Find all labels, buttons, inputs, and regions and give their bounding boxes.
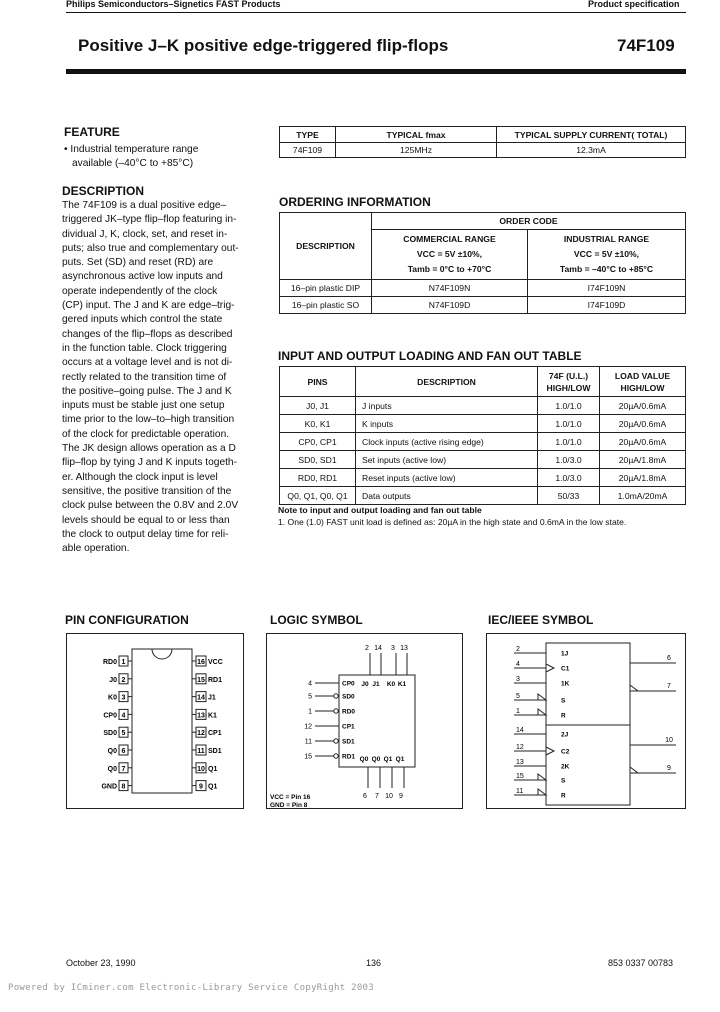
type-header: TYPE — [280, 127, 336, 143]
pin-name: Q0 — [107, 748, 117, 755]
iec-label: R — [561, 792, 566, 800]
pin-number: 11 — [516, 788, 524, 795]
pin-name: Q0 — [107, 765, 117, 773]
pin-number: 2 — [516, 646, 520, 653]
row-description: Set inputs (active low) — [356, 451, 538, 469]
order-row-industrial: I74F109N — [528, 280, 686, 297]
description-heading: DESCRIPTION — [62, 184, 145, 198]
pin-number: 13 — [400, 645, 408, 652]
pin-name: SD0 — [103, 730, 117, 738]
pin-number: 14 — [197, 694, 205, 702]
company-name: Philips Semiconductors–Signetics FAST Products — [66, 0, 281, 9]
header-rule-thick — [66, 69, 686, 74]
inversion-bubble — [334, 694, 338, 698]
type-table — [279, 126, 686, 158]
row-pins: K0, K1 — [280, 415, 356, 433]
pin-number: 13 — [197, 712, 205, 720]
row-ul: 50/33 — [538, 487, 600, 505]
active-low-indicator — [538, 789, 546, 795]
pin-number: 4 — [516, 661, 520, 668]
pin-label: SD1 — [342, 738, 355, 746]
active-low-indicator — [538, 694, 546, 700]
loading-row — [280, 451, 686, 469]
pin-number: 4 — [121, 712, 126, 720]
gnd-note: GND = Pin 8 — [270, 802, 308, 809]
logic-symbol-heading: LOGIC SYMBOL — [270, 613, 363, 627]
row-load: 20µA/1.8mA — [600, 451, 686, 469]
load-description-header: DESCRIPTION — [356, 367, 538, 397]
pin-name: CP1 — [208, 730, 222, 738]
pin-name: CP0 — [103, 712, 117, 720]
pin-label: Q0 — [359, 756, 369, 763]
pin-number: 12 — [304, 723, 312, 731]
pin-number: 1 — [308, 708, 312, 716]
ordering-description-header: DESCRIPTION — [280, 213, 372, 280]
active-low-indicator — [538, 774, 546, 780]
description-line: inputs must be stable just one setup — [62, 400, 225, 412]
order-row-desc: 16–pin plastic SO — [280, 297, 372, 314]
description-line: The JK design allows operation as a D — [62, 443, 236, 455]
row-load: 20µA/0.6mA — [600, 433, 686, 451]
load-value-header: LOAD VALUE HIGH/LOW — [600, 367, 686, 397]
loading-row — [280, 469, 686, 487]
pin-number: 10 — [197, 765, 205, 773]
iec-label: C1 — [561, 665, 570, 673]
loading-row — [280, 415, 686, 433]
description-line: operate independently of the clock — [62, 285, 218, 297]
description-line: occurs at a voltage level and is not di- — [62, 357, 233, 369]
description-line: clock pulse between the 0.8V and 2.0V — [62, 500, 239, 512]
commercial-header: COMMERCIAL RANGE VCC = 5V ±10%, Tamb = 0°C to +70°C — [372, 230, 528, 280]
pin-number: 12 — [197, 730, 205, 738]
iec-label: C2 — [561, 748, 570, 756]
pin-label: Q1 — [395, 756, 405, 763]
pin-number: 3 — [516, 676, 520, 683]
pin-number: 7 — [667, 683, 671, 690]
pin-number: 2 — [365, 645, 369, 652]
note-title: Note to input and output loading and fan out table — [278, 505, 482, 515]
description-line: levels should be equal to or less than — [62, 514, 230, 526]
pin-number: 15 — [197, 676, 205, 684]
clock-triangle — [546, 664, 554, 672]
logic-symbol-diagram — [266, 633, 463, 809]
iec-label: R — [561, 712, 566, 720]
row-description: Data outputs — [356, 487, 538, 505]
pins-header: PINS — [280, 367, 356, 397]
description-line: sensitive, the positive transition of the — [62, 485, 232, 497]
row-ul: 1.0/1.0 — [538, 397, 600, 415]
pin-number: 3 — [121, 694, 126, 702]
description-line: rectly related to the transition time of — [62, 371, 227, 383]
description-line: changes of the flip–flops as described — [62, 328, 233, 340]
description-line: gered inputs which control the state — [62, 314, 223, 326]
description-line: the positive–going pulse. The J and K — [62, 385, 232, 397]
pin-number: 1 — [516, 708, 520, 715]
iec-symbol-heading: IEC/IEEE SYMBOL — [488, 613, 594, 627]
description-line: er. Although the clock input is level — [62, 471, 218, 483]
pin-number: 5 — [308, 693, 312, 701]
row-load: 20µA/0.6mA — [600, 415, 686, 433]
description-line: in the function table. Clock triggering — [62, 342, 227, 354]
pin-label: CP1 — [342, 723, 355, 731]
feature-heading: FEATURE — [64, 125, 120, 139]
pin-name: J0 — [109, 676, 117, 684]
iec-label: S — [561, 697, 566, 705]
pin-number: 15 — [516, 773, 524, 780]
description-line: flip–flop by tying J and K inputs togeth- — [62, 457, 237, 469]
type-cell: 74F109 — [280, 143, 336, 158]
pin-number: 14 — [516, 727, 524, 734]
inverted-output-indicator — [630, 767, 638, 773]
footer-page: 136 — [366, 958, 382, 968]
row-pins: J0, J1 — [280, 397, 356, 415]
description-line: dividual J, K, clock, set, and reset in- — [62, 228, 228, 240]
pin-number: 6 — [363, 793, 367, 800]
fmax-header: TYPICAL fmax — [336, 127, 497, 143]
loading-row — [280, 487, 686, 505]
row-pins: CP0, CP1 — [280, 433, 356, 451]
row-pins: RD0, RD1 — [280, 469, 356, 487]
pin-number: 9 — [399, 793, 403, 800]
header-rule-thin — [66, 12, 686, 13]
row-description: J inputs — [356, 397, 538, 415]
pin-number: 11 — [304, 738, 312, 746]
description-line: puts; also true and complementary out- — [62, 242, 239, 254]
pin-name: SD1 — [208, 748, 222, 755]
pin-number: 16 — [197, 659, 205, 666]
description-line: time prior to the low–to–high transition — [62, 414, 235, 426]
pin-label: K1 — [397, 681, 407, 688]
row-ul: 1.0/3.0 — [538, 451, 600, 469]
order-row-commercial: N74F109D — [372, 297, 528, 314]
pin-label: RD0 — [342, 708, 356, 716]
loading-table — [279, 366, 686, 505]
pin-name: RD1 — [208, 676, 223, 684]
pin-number: 7 — [375, 793, 379, 800]
order-row-industrial: I74F109D — [528, 297, 686, 314]
ic-body — [132, 649, 192, 793]
note-text: 1. One (1.0) FAST unit load is defined as: 20µA in the high state and 0.6mA in the low state. — [278, 517, 627, 527]
pin-name: Q1 — [208, 783, 218, 791]
pin-number: 4 — [308, 680, 312, 688]
pin-number: 6 — [121, 748, 126, 755]
loading-row — [280, 433, 686, 451]
iec-lower-block — [546, 725, 630, 805]
row-load: 20µA/0.6mA — [600, 397, 686, 415]
pin-label: Q0 — [371, 756, 381, 763]
iec-upper-block — [546, 643, 630, 725]
description-line: asynchronous active low inputs and — [62, 271, 223, 283]
pin-number: 1 — [121, 659, 126, 666]
description-line: able operation. — [62, 543, 130, 555]
description-line: The 74F109 is a dual positive edge– — [62, 200, 227, 211]
iec-symbol-diagram — [486, 633, 686, 809]
pin-number: 9 — [667, 765, 671, 772]
industrial-header: INDUSTRIAL RANGE VCC = 5V ±10%, Tamb = –40°C to +85°C — [528, 230, 686, 280]
ul-header: 74F (U.L.) HIGH/LOW — [538, 367, 600, 397]
page-title: Positive J–K positive edge-triggered flip-flops — [78, 36, 449, 55]
pin-label: Q1 — [383, 756, 393, 763]
pin-number: 7 — [121, 765, 126, 773]
clock-triangle — [546, 747, 554, 755]
inversion-bubble — [334, 739, 338, 743]
pin-name: K1 — [208, 712, 217, 720]
vcc-note: VCC = Pin 16 — [270, 794, 311, 801]
feature-bullet: • Industrial temperature range available (–40°C to +85°C) — [64, 144, 199, 170]
row-pins: SD0, SD1 — [280, 451, 356, 469]
row-ul: 1.0/3.0 — [538, 469, 600, 487]
description-line: of the clock for predictable operation. — [62, 428, 230, 440]
pin-number: 3 — [391, 645, 395, 652]
row-load: 1.0mA/20mA — [600, 487, 686, 505]
description-line: (CP) input. The J and K are edge–trig- — [62, 300, 235, 312]
pin-number: 5 — [121, 730, 126, 738]
loading-heading: INPUT AND OUTPUT LOADING AND FAN OUT TABLE — [278, 349, 582, 363]
pin-name: GND — [101, 783, 117, 791]
supply-cell: 12.3mA — [497, 143, 686, 158]
pin-label: J1 — [372, 681, 380, 688]
pin-label: J0 — [361, 681, 369, 688]
row-pins: Q0, Q1, Q0, Q1 — [280, 487, 356, 505]
pin-number: 6 — [667, 655, 671, 662]
pin-label: CP0 — [342, 680, 355, 688]
row-description: Reset inputs (active low) — [356, 469, 538, 487]
pin-number: 5 — [516, 693, 520, 700]
footer-code: 853 0337 00783 — [608, 958, 674, 968]
inversion-bubble — [334, 709, 338, 713]
pin-number: 13 — [516, 759, 524, 766]
active-low-indicator — [538, 709, 546, 715]
pin-name: RD0 — [102, 659, 117, 666]
pin-name: VCC — [208, 659, 223, 666]
bullet-icon: • — [64, 144, 71, 155]
description-text — [62, 199, 272, 556]
inverted-output-indicator — [630, 685, 638, 691]
iec-label: 2K — [561, 763, 570, 771]
footer-date: October 23, 1990 — [66, 958, 136, 968]
inversion-bubble — [334, 754, 338, 758]
pin-name: K0 — [108, 694, 117, 702]
pin-number: 9 — [199, 783, 203, 791]
row-ul: 1.0/1.0 — [538, 415, 600, 433]
description-line: triggered JK–type flip–flop featuring in- — [62, 214, 237, 226]
pin-number: 8 — [121, 783, 126, 791]
row-ul: 1.0/1.0 — [538, 433, 600, 451]
ordering-heading: ORDERING INFORMATION — [279, 195, 431, 209]
ic-notch — [152, 649, 172, 659]
iec-label: 1J — [561, 650, 569, 658]
description-line: puts. Set (SD) and reset (RD) are — [62, 257, 214, 269]
part-number: 74F109 — [617, 36, 675, 55]
ordering-table — [279, 212, 686, 314]
pin-number: 12 — [516, 744, 524, 751]
doc-type: Product specification — [588, 0, 680, 9]
pin-config-heading: PIN CONFIGURATION — [65, 613, 189, 627]
row-description: Clock inputs (active rising edge) — [356, 433, 538, 451]
iec-label: 2J — [561, 731, 569, 739]
iec-label: S — [561, 777, 566, 785]
supply-header: TYPICAL SUPPLY CURRENT( TOTAL) — [497, 127, 686, 143]
loading-row — [280, 397, 686, 415]
order-row-commercial: N74F109N — [372, 280, 528, 297]
pin-label: RD1 — [342, 753, 356, 761]
pin-number: 10 — [385, 793, 393, 800]
pin-label: K0 — [386, 681, 396, 688]
pin-config-diagram — [66, 633, 244, 809]
order-row-desc: 16–pin plastic DIP — [280, 280, 372, 297]
row-description: K inputs — [356, 415, 538, 433]
row-load: 20µA/1.8mA — [600, 469, 686, 487]
pin-number: 14 — [374, 645, 382, 652]
description-line: the clock to output delay time for reli- — [62, 528, 229, 540]
order-code-header: ORDER CODE — [372, 213, 686, 230]
watermark: Powered by ICminer.com Electronic-Library Service CopyRight 2003 — [8, 983, 374, 993]
pin-number: 10 — [665, 737, 673, 744]
pin-number: 15 — [304, 753, 312, 761]
pin-name: Q1 — [208, 765, 218, 773]
pin-number: 11 — [197, 748, 205, 755]
fmax-cell: 125MHz — [336, 143, 497, 158]
pin-number: 2 — [121, 676, 126, 684]
pin-name: J1 — [208, 694, 216, 702]
pin-label: SD0 — [342, 693, 355, 701]
iec-label: 1K — [561, 680, 570, 688]
